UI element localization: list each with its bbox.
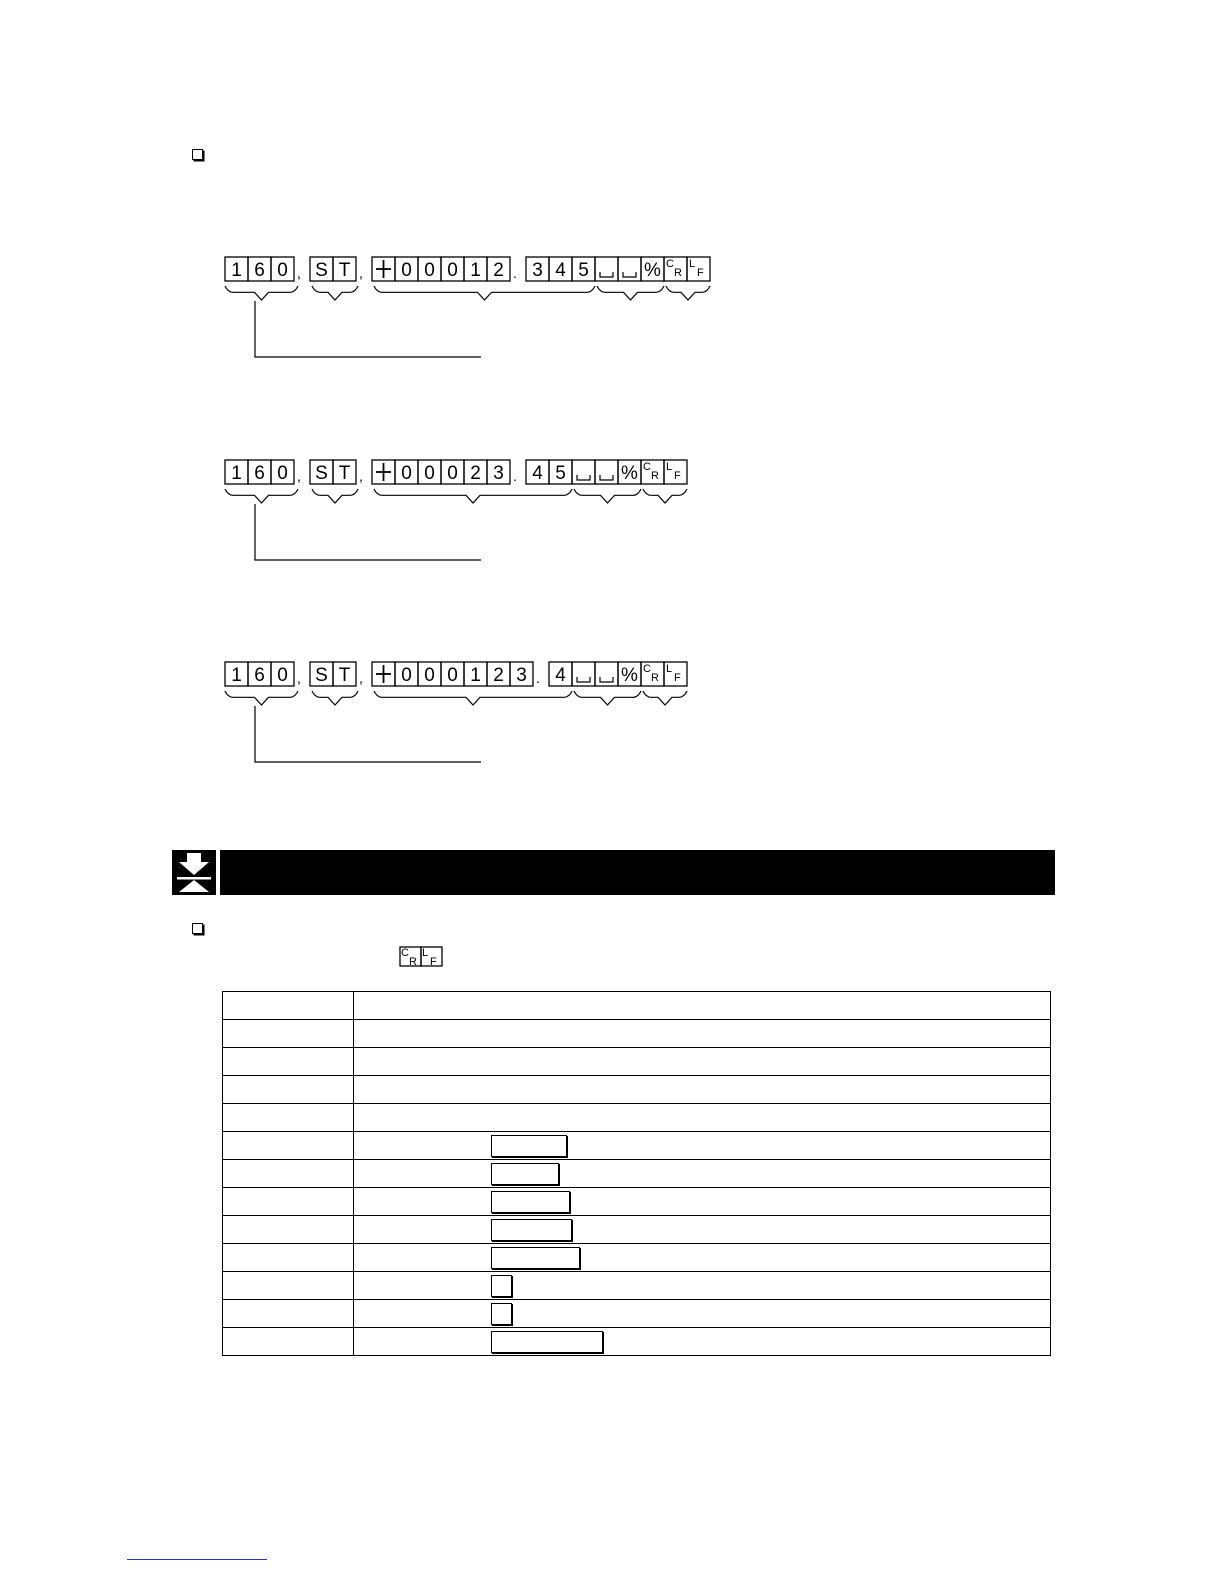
- field-brace: [312, 286, 358, 300]
- comma-separator: ,: [297, 468, 301, 484]
- table-row: [223, 1020, 1051, 1048]
- char-cell-text: T: [338, 260, 351, 281]
- table-row: [223, 1216, 1051, 1244]
- section-banner: [172, 850, 1055, 895]
- table-row: [223, 1300, 1051, 1328]
- table-row: [223, 1272, 1051, 1300]
- description-cell: [354, 1328, 1051, 1356]
- field-brace: [374, 286, 595, 300]
- space-glyph: [600, 475, 613, 480]
- crlf-inline-svg: [399, 946, 445, 968]
- space-glyph: [623, 272, 636, 277]
- char-cell-text: 1: [231, 463, 242, 484]
- cr-glyph-c: C: [666, 258, 674, 270]
- char-cell-text: 0: [401, 665, 412, 686]
- char-cell-text: 0: [447, 665, 458, 686]
- char-cell-text: S: [315, 260, 328, 281]
- command-cell: [223, 1104, 354, 1132]
- char-cell-text: T: [338, 463, 351, 484]
- command-cell: [223, 1244, 354, 1272]
- cr-glyph-c: C: [643, 663, 651, 675]
- lf-glyph-f: F: [674, 672, 681, 684]
- space-glyph: [600, 272, 613, 277]
- table-row: [223, 1104, 1051, 1132]
- field-brace: [597, 286, 664, 300]
- description-cell: [354, 992, 1051, 1020]
- decimal-point: .: [536, 670, 540, 686]
- command-cell: [223, 1216, 354, 1244]
- command-cell: [223, 1020, 354, 1048]
- char-cell-text: 0: [277, 260, 288, 281]
- field-brace: [574, 489, 641, 503]
- cr-glyph-r: R: [674, 267, 682, 279]
- cr-glyph-r: R: [651, 672, 659, 684]
- description-cell: [354, 1188, 1051, 1216]
- char-cell-text: 3: [532, 260, 543, 281]
- cr-glyph-r: R: [409, 956, 417, 968]
- description-cell: [354, 1244, 1051, 1272]
- field-brace: [374, 489, 572, 503]
- field-brace: [312, 489, 358, 503]
- table-row: [223, 1048, 1051, 1076]
- command-table: [222, 991, 1051, 1356]
- field-brace: [374, 691, 572, 705]
- char-cell-text: 2: [493, 260, 504, 281]
- char-cell-text: 5: [578, 260, 589, 281]
- field-brace: [574, 691, 641, 705]
- char-cell-text: S: [315, 665, 328, 686]
- footer-link-underline[interactable]: [127, 1559, 267, 1560]
- lf-glyph-l: L: [689, 258, 696, 270]
- data-format-diagram-1: [224, 256, 714, 366]
- data-format-diagram-3: [224, 661, 714, 771]
- command-cell: [223, 1328, 354, 1356]
- checkbox-icon: [192, 149, 203, 160]
- char-cell-text: 2: [493, 665, 504, 686]
- char-cell-text: 1: [231, 665, 242, 686]
- key-label-box: [491, 1163, 559, 1185]
- cr-glyph-c: C: [401, 947, 409, 959]
- section-heading-bar: [220, 850, 1055, 895]
- char-cell-text: 0: [277, 665, 288, 686]
- key-label-box: [491, 1191, 570, 1213]
- lf-glyph-l: L: [666, 461, 673, 473]
- char-cell-text: %: [621, 665, 638, 686]
- char-cell-text: 4: [555, 260, 566, 281]
- table-row: [223, 1160, 1051, 1188]
- crlf-terminator-glyph: [399, 946, 445, 973]
- char-cell-text: 0: [424, 463, 435, 484]
- field-brace: [666, 286, 710, 300]
- lf-glyph-f: F: [697, 267, 704, 279]
- space-glyph: [577, 677, 590, 682]
- field-brace: [225, 489, 298, 503]
- char-cell-text: 3: [493, 463, 504, 484]
- char-cell-text: 0: [447, 463, 458, 484]
- command-cell: [223, 1272, 354, 1300]
- char-cell-text: 1: [470, 665, 481, 686]
- field-brace: [225, 286, 298, 300]
- command-cell: [223, 1132, 354, 1160]
- char-cell-text: 0: [401, 463, 412, 484]
- format-1-svg: [224, 256, 714, 366]
- char-cell-text: 0: [401, 260, 412, 281]
- description-cell: [354, 1300, 1051, 1328]
- cr-glyph-c: C: [643, 461, 651, 473]
- command-cell: [223, 1076, 354, 1104]
- header-leader-line: [255, 301, 481, 357]
- header-leader-line: [255, 706, 481, 762]
- space-glyph: [577, 475, 590, 480]
- data-format-diagram-2: [224, 459, 714, 569]
- char-cell-text: 4: [532, 463, 543, 484]
- description-cell: [354, 1104, 1051, 1132]
- char-cell-text: 4: [555, 665, 566, 686]
- comma-separator: ,: [297, 670, 301, 686]
- command-cell: [223, 1160, 354, 1188]
- space-glyph: [600, 677, 613, 682]
- description-cell: [354, 1272, 1051, 1300]
- command-cell: [223, 1048, 354, 1076]
- char-cell-text: 6: [254, 665, 265, 686]
- description-cell: [354, 1048, 1051, 1076]
- field-brace: [312, 691, 358, 705]
- decimal-point: .: [513, 265, 517, 281]
- field-brace: [643, 489, 687, 503]
- key-label-box: [491, 1331, 603, 1353]
- key-label-box: [491, 1247, 580, 1269]
- table-row: [223, 992, 1051, 1020]
- description-cell: [354, 1160, 1051, 1188]
- char-cell-text: 0: [447, 260, 458, 281]
- command-cell: [223, 1300, 354, 1328]
- command-cell: [223, 992, 354, 1020]
- command-cell: [223, 1188, 354, 1216]
- field-brace: [225, 691, 298, 705]
- description-cell: [354, 1132, 1051, 1160]
- table-row: [223, 1328, 1051, 1356]
- comma-separator: ,: [359, 468, 363, 484]
- key-label-box: [491, 1303, 512, 1325]
- lf-glyph-l: L: [666, 663, 673, 675]
- char-cell-text: %: [621, 463, 638, 484]
- format-3-svg: [224, 661, 714, 771]
- lf-glyph-l: L: [422, 947, 429, 959]
- comma-separator: ,: [297, 265, 301, 281]
- char-cell-text: 0: [277, 463, 288, 484]
- key-label-box: [491, 1219, 572, 1241]
- char-cell-text: 0: [424, 665, 435, 686]
- char-cell-text: S: [315, 463, 328, 484]
- field-brace: [643, 691, 687, 705]
- format-2-svg: [224, 459, 714, 569]
- char-cell-text: 1: [231, 260, 242, 281]
- cr-glyph-r: R: [651, 470, 659, 482]
- table-row: [223, 1132, 1051, 1160]
- char-cell-text: 2: [470, 463, 481, 484]
- char-cell-text: 5: [555, 463, 566, 484]
- checkbox-icon: [192, 923, 203, 934]
- header-leader-line: [255, 504, 481, 560]
- description-cell: [354, 1020, 1051, 1048]
- decimal-point: .: [513, 468, 517, 484]
- char-cell-text: T: [338, 665, 351, 686]
- lf-glyph-f: F: [430, 956, 437, 968]
- char-cell-text: 6: [254, 260, 265, 281]
- key-label-box: [491, 1275, 512, 1297]
- comma-separator: ,: [359, 670, 363, 686]
- char-cell-text: 0: [424, 260, 435, 281]
- table-row: [223, 1188, 1051, 1216]
- lf-glyph-f: F: [674, 470, 681, 482]
- table-row: [223, 1076, 1051, 1104]
- table-row: [223, 1244, 1051, 1272]
- char-cell-text: %: [644, 260, 661, 281]
- command-table-body: [223, 992, 1051, 1356]
- key-label-box: [491, 1135, 567, 1157]
- calibration-arrow-icon: [172, 850, 216, 895]
- description-cell: [354, 1216, 1051, 1244]
- description-cell: [354, 1076, 1051, 1104]
- char-cell-text: 6: [254, 463, 265, 484]
- char-cell-text: 3: [516, 665, 527, 686]
- comma-separator: ,: [359, 265, 363, 281]
- char-cell-text: 1: [470, 260, 481, 281]
